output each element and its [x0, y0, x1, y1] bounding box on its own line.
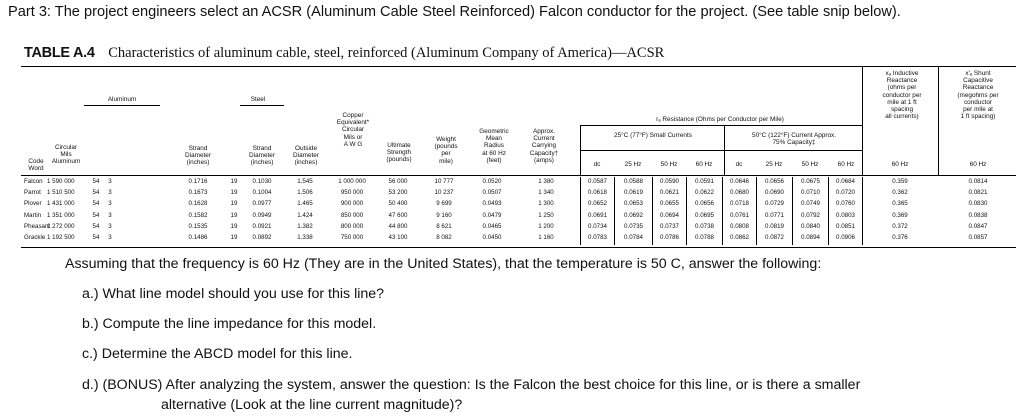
cell-ultimate-strength: 47 600: [388, 211, 408, 219]
cell-r-25hz-50: 0.0771: [765, 211, 784, 219]
header-res-col-3: 60 Hz: [695, 161, 713, 168]
cell-r-60hz-25: 0.0656: [695, 200, 714, 208]
cell-r-dc-25: 0.0587: [588, 178, 607, 185]
cell-current: 1 340: [538, 189, 554, 197]
cell-al-strand-diameter: 0.1486: [188, 234, 208, 241]
cell-copper-equivalent: 1 000 000: [338, 178, 366, 185]
cell-gmr: 0.0450: [482, 234, 502, 241]
cell-r-dc-50: 0.0680: [730, 189, 749, 197]
cell-r-60hz-50: 0.0851: [836, 222, 855, 230]
cell-gmr: 0.0479: [482, 211, 502, 219]
cell-r-60hz-50: 0.0760: [836, 200, 855, 208]
cell-al-layers: 3: [108, 222, 112, 230]
cell-r-dc-25: 0.0618: [588, 189, 607, 197]
cell-inductive-reactance: 0.369: [892, 211, 908, 219]
cell-al-layers: 3: [108, 211, 112, 219]
cell-weight: 10 777: [434, 178, 454, 185]
cell-al-strands: 54: [92, 200, 100, 208]
header-current: Approx. Current Carrying Capacity† (amps): [529, 128, 559, 164]
cell-r-25hz-50: 0.0729: [765, 200, 784, 208]
cell-inductive-reactance: 0.372: [892, 222, 908, 230]
cell-r-60hz-25: 0.0622: [695, 189, 714, 197]
header-capacitive-reactance: x′ₐ Shunt Capacitive Reactance (megohms per conductor per mile at 1 ft spacing): [957, 70, 999, 121]
cell-current: 1 160: [538, 234, 554, 241]
cell-copper-equivalent: 950 000: [340, 189, 364, 197]
header-weight: Weight (pounds per mile): [434, 136, 458, 165]
table-header-rule: [21, 175, 1016, 176]
cell-r-50hz-25: 0.0655: [660, 200, 679, 208]
aluminum-group-underline: [84, 105, 160, 106]
cell-st-strand-diameter: 0.0921: [252, 222, 272, 230]
cell-r-50hz-25: 0.0737: [660, 222, 679, 230]
header-divider: [724, 126, 725, 175]
cell-weight: 8 621: [436, 222, 452, 230]
question-b: b.) Compute the line impedance for this model.: [82, 316, 377, 332]
cell-r-dc-50: 0.0808: [730, 222, 749, 230]
header-aluminum-group: Aluminum: [107, 96, 137, 103]
cell-capacitive-reactance: 0.0857: [968, 234, 988, 241]
cell-inductive-reactance: 0.362: [892, 189, 908, 197]
cell-al-strands: 54: [92, 222, 100, 230]
cell-al-strands: 54: [92, 211, 100, 219]
cell-r-50hz-50: 0.0710: [801, 189, 820, 197]
cell-r-50hz-50: 0.0675: [801, 178, 820, 185]
cell-al-strands: 54: [92, 234, 100, 241]
cell-r-50hz-25: 0.0621: [660, 189, 679, 197]
question-d: d.) (BONUS) After analyzing the system, answer the question: Is the Falcon the best choice for this line, or is there a smaller: [82, 377, 861, 393]
cell-r-60hz-25: 0.0738: [695, 222, 714, 230]
cell-r-dc-50: 0.0646: [730, 178, 749, 185]
cell-weight: 9 699: [436, 200, 452, 208]
table-top-rule: [21, 66, 1016, 67]
cell-capacitive-reactance: 0.0830: [968, 200, 988, 208]
cell-gmr: 0.0507: [482, 189, 502, 197]
header-res-col-5: 25 Hz: [765, 161, 783, 168]
cell-al-layers: 3: [108, 189, 112, 197]
cell-r-60hz-25: 0.0788: [695, 234, 714, 241]
header-al-strand-diameter: Strand Diameter (inches): [185, 145, 211, 167]
header-copper-equivalent: Copper Equivalent* Circular Mils or A W G: [336, 112, 370, 148]
cell-current: 1 200: [538, 222, 554, 230]
cell-al-strands: 54: [92, 178, 100, 185]
cell-r-dc-25: 0.0652: [588, 200, 607, 208]
cell-st-strand-diameter: 0.1030: [252, 178, 272, 185]
cell-r-25hz-50: 0.0690: [765, 189, 784, 197]
cell-al-strand-diameter: 0.1535: [188, 222, 208, 230]
header-res-col-2: 50 Hz: [660, 161, 678, 168]
cell-r-25hz-25: 0.0735: [624, 222, 643, 230]
header-circular-mils: Circular Mils Aluminum: [51, 144, 81, 166]
cell-r-60hz-25: 0.0591: [695, 178, 714, 185]
cell-r-dc-50: 0.0862: [730, 234, 749, 241]
cell-code-word: Plover: [24, 200, 42, 208]
cell-st-strand-diameter: 0.1004: [252, 189, 272, 197]
cell-st-strands: 19: [230, 200, 238, 208]
cell-code-word: Martin: [24, 211, 42, 219]
cell-r-60hz-50: 0.0684: [836, 178, 855, 185]
cell-circular-mils: 1 351 000: [47, 211, 75, 219]
cell-al-strand-diameter: 0.1673: [188, 189, 208, 197]
steel-group-underline: [240, 105, 284, 106]
header-code-word: Code Word: [28, 158, 44, 173]
cell-r-25hz-50: 0.0656: [765, 178, 784, 185]
header-freq-capacitive: 60 Hz: [969, 161, 987, 168]
table-caption: [24, 45, 664, 62]
cell-outside-diameter: 1.465: [297, 200, 313, 208]
table-title: Characteristics of aluminum cable, steel, reinforced (Aluminum Company of America)—ACSR: [108, 45, 665, 61]
cell-inductive-reactance: 0.359: [892, 178, 908, 185]
cell-outside-diameter: 1.338: [297, 234, 313, 241]
cell-inductive-reactance: 0.365: [892, 200, 908, 208]
cell-capacitive-reactance: 0.0821: [968, 189, 988, 197]
cell-outside-diameter: 1.545: [297, 178, 313, 185]
cell-al-layers: 3: [108, 178, 112, 185]
cell-circular-mils: 1 590 000: [47, 178, 75, 185]
intro-text: Part 3: The project engineers select an ACSR (Aluminum Cable Steel Reinforced) Falcon conductor for the project. (See table snip below).: [8, 4, 901, 20]
header-res-col-0: dc: [593, 161, 601, 168]
question-a: a.) What line model should you use for this line?: [82, 286, 385, 302]
cell-st-strands: 19: [230, 222, 238, 230]
cell-r-60hz-50: 0.0906: [836, 234, 855, 241]
header-ultimate-strength: Ultimate Strength (pounds): [386, 142, 412, 164]
cell-outside-diameter: 1.506: [297, 189, 313, 197]
cell-copper-equivalent: 900 000: [340, 200, 364, 208]
cell-ultimate-strength: 43 100: [388, 234, 408, 241]
cell-st-strands: 19: [230, 178, 238, 185]
header-divider: [580, 126, 581, 175]
cell-outside-diameter: 1.424: [297, 211, 313, 219]
cell-r-25hz-25: 0.0692: [624, 211, 643, 219]
header-res-50: 50°C (122°F) Current Approx. 75% Capacity‡: [752, 132, 836, 147]
cell-r-dc-25: 0.0691: [588, 211, 607, 219]
cell-r-dc-50: 0.0761: [730, 211, 749, 219]
cell-capacitive-reactance: 0.0847: [968, 222, 988, 230]
cell-al-strand-diameter: 0.1716: [188, 178, 208, 185]
cell-circular-mils: 1 192 500: [47, 234, 75, 241]
cell-r-25hz-50: 0.0872: [765, 234, 784, 241]
cell-r-dc-50: 0.0718: [730, 200, 749, 208]
res-grid-line: [862, 177, 863, 245]
header-resistance-group: rₐ Resistance (Ohms per Conductor per Mile): [656, 116, 784, 123]
header-res-col-6: 50 Hz: [801, 161, 819, 168]
cell-code-word: Falcon: [24, 178, 43, 185]
cell-gmr: 0.0520: [482, 178, 502, 185]
cell-r-60hz-50: 0.0803: [836, 211, 855, 219]
cell-r-50hz-25: 0.0694: [660, 211, 679, 219]
cell-st-strands: 19: [230, 189, 238, 197]
header-gmr: Geometric Mean Radius at 60 Hz (feet): [479, 128, 509, 164]
cell-circular-mils: 1 272 000: [47, 222, 75, 230]
cell-gmr: 0.0493: [482, 200, 502, 208]
cell-ultimate-strength: 56 000: [388, 178, 408, 185]
cell-r-dc-25: 0.0783: [588, 234, 607, 241]
cell-code-word: Parrot: [24, 189, 41, 197]
cell-r-25hz-25: 0.0784: [624, 234, 643, 241]
cell-r-60hz-25: 0.0695: [695, 211, 714, 219]
cell-r-25hz-25: 0.0588: [624, 178, 643, 185]
header-res-col-7: 60 Hz: [837, 161, 855, 168]
table-bottom-rule: [21, 247, 1016, 248]
cell-current: 1 300: [538, 200, 554, 208]
header-st-strand-diameter: Strand Diameter (inches): [249, 145, 275, 167]
cell-ultimate-strength: 50 400: [388, 200, 408, 208]
header-divider: [862, 66, 863, 175]
cell-r-50hz-50: 0.0792: [801, 211, 820, 219]
cell-ultimate-strength: 53 200: [388, 189, 408, 197]
cell-weight: 8 082: [436, 234, 452, 241]
cell-copper-equivalent: 750 000: [340, 234, 364, 241]
resistance-group-underline: [580, 125, 862, 126]
cell-r-50hz-50: 0.0894: [801, 234, 820, 241]
cell-st-strands: 19: [230, 211, 238, 219]
cell-r-50hz-25: 0.0590: [660, 178, 679, 185]
cell-code-word: Grackle: [24, 234, 46, 241]
header-res-col-1: 25 Hz: [624, 161, 642, 168]
cell-st-strand-diameter: 0.0892: [252, 234, 272, 241]
cell-weight: 10 237: [434, 189, 454, 197]
cell-r-50hz-50: 0.0749: [801, 200, 820, 208]
cell-capacitive-reactance: 0.0814: [968, 178, 988, 185]
cell-outside-diameter: 1.382: [297, 222, 313, 230]
cell-ultimate-strength: 44 800: [388, 222, 408, 230]
cell-weight: 9 160: [436, 211, 452, 219]
header-res-col-4: dc: [735, 161, 743, 168]
cell-r-25hz-50: 0.0819: [765, 222, 784, 230]
cell-al-layers: 3: [108, 234, 112, 241]
header-steel-group: Steel: [250, 96, 266, 103]
cell-al-strand-diameter: 0.1628: [188, 200, 208, 208]
cell-circular-mils: 1 431 000: [47, 200, 75, 208]
cell-st-strand-diameter: 0.0949: [252, 211, 272, 219]
cell-copper-equivalent: 800 000: [340, 222, 364, 230]
question-c: c.) Determine the ABCD model for this line.: [82, 346, 353, 362]
cell-r-60hz-50: 0.0720: [836, 189, 855, 197]
cell-current: 1 380: [538, 178, 554, 185]
cell-r-25hz-25: 0.0619: [624, 189, 643, 197]
cell-al-strands: 54: [92, 189, 100, 197]
cell-copper-equivalent: 850 000: [340, 211, 364, 219]
header-outside-diameter: Outside Diameter (inches): [293, 145, 319, 167]
cell-al-layers: 3: [108, 200, 112, 208]
header-divider: [938, 66, 939, 175]
question-d-continued: alternative (Look at the line current magnitude)?: [161, 397, 463, 413]
header-freq-inductive: 60 Hz: [891, 161, 909, 168]
res-sub-underline: [580, 150, 862, 151]
cell-code-word: Pheasant: [24, 222, 51, 230]
cell-r-50hz-25: 0.0786: [660, 234, 679, 241]
cell-st-strand-diameter: 0.0977: [252, 200, 272, 208]
header-inductive-reactance: xₐ Inductive Reactance (ohms per conductor per mile at 1 ft spacing all currents): [882, 70, 922, 121]
assumption-text: Assuming that the frequency is 60 Hz (They are in the United States), that the temperature is 50 C, answer the following:: [65, 256, 822, 272]
cell-r-dc-25: 0.0734: [588, 222, 607, 230]
table-label: TABLE A.4: [24, 45, 95, 61]
header-res-25: 25°C (77°F) Small Currents: [614, 132, 692, 139]
cell-al-strand-diameter: 0.1582: [188, 211, 208, 219]
cell-r-25hz-25: 0.0653: [624, 200, 643, 208]
cell-gmr: 0.0465: [482, 222, 502, 230]
cell-inductive-reactance: 0.376: [892, 234, 908, 241]
cell-capacitive-reactance: 0.0838: [968, 211, 988, 219]
cell-r-50hz-50: 0.0840: [801, 222, 820, 230]
cell-circular-mils: 1 510 500: [47, 189, 75, 197]
cell-current: 1 250: [538, 211, 554, 219]
cell-st-strands: 19: [230, 234, 238, 241]
